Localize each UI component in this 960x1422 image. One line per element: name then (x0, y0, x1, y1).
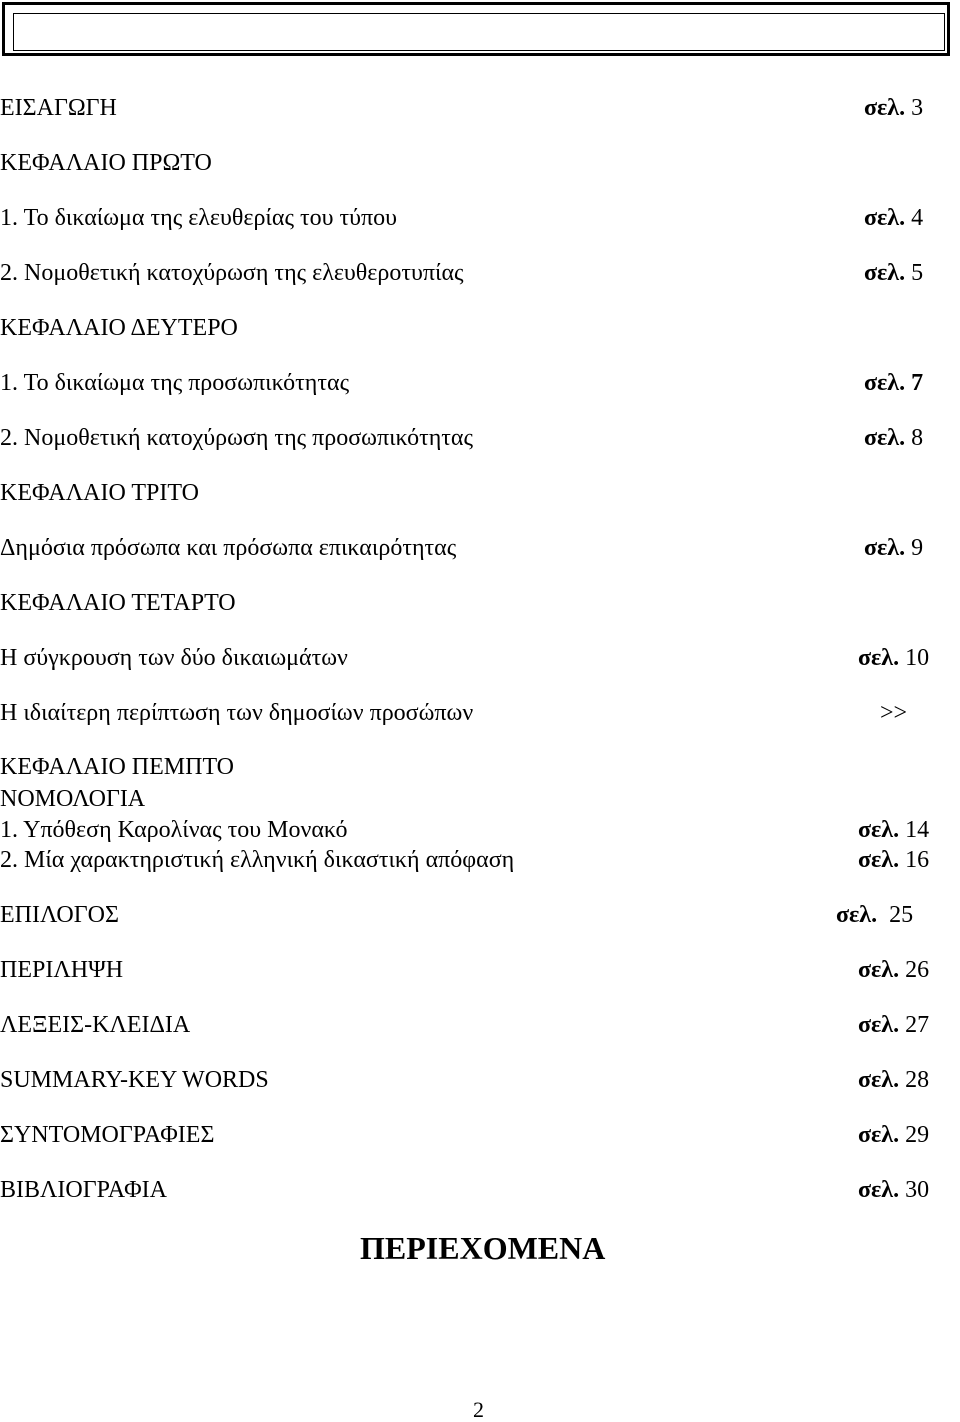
toc-chapter-3: ΚΕΦΑΛΑΙΟ ΤΡΙΤΟ (0, 480, 199, 506)
toc-page-ch5-1 (858, 816, 929, 844)
toc-page-ch3-1 (864, 534, 923, 562)
toc-entry-keywords-gr: ΛΕΞΕΙΣ-ΚΛΕΙΔΙΑ (0, 1012, 191, 1038)
toc-chapter-1: ΚΕΦΑΛΑΙΟ ΠΡΩΤΟ (0, 150, 212, 176)
toc-chapter-4: ΚΕΦΑΛΑΙΟ ΤΕΤΑΡΤΟ (0, 590, 236, 616)
page-prefix: σελ. (864, 260, 906, 286)
page-prefix: σελ. (858, 1122, 900, 1148)
page-num: 16 (905, 847, 930, 873)
toc-entry-ch1-1: 1. Το δικαίωμα της ελευθερίας του τύπου (0, 205, 398, 231)
toc-entry-ch4-2: Η ιδιαίτερη περίπτωση των δημοσίων προσώπων (0, 700, 474, 726)
page-prefix: σελ. (858, 1067, 900, 1093)
toc-entry-ch3-1: Δημόσια πρόσωπα και πρόσωπα επικαιρότητας (0, 535, 457, 561)
toc-page-bibliography (858, 1176, 929, 1204)
toc-page-keywords-gr (858, 1011, 929, 1039)
toc-page-epilogue (836, 901, 913, 929)
page-num: 29 (905, 1122, 930, 1148)
page-num: 8 (911, 425, 924, 451)
page-num: 14 (905, 817, 930, 843)
toc-chapter-5-sub: ΝΟΜΟΛΟΓΙΑ (0, 786, 146, 812)
page-prefix: σελ. (858, 1177, 900, 1203)
page-prefix: σελ. (858, 847, 900, 873)
page-prefix: σελ. (858, 645, 900, 671)
page-prefix: σελ. (864, 205, 906, 231)
toc-page-ch4-2: >> (880, 700, 908, 726)
toc-chapter-5: ΚΕΦΑΛΑΙΟ ΠΕΜΠΤΟ (0, 754, 234, 780)
toc-chapter-2: ΚΕΦΑΛΑΙΟ ΔΕΥΤΕΡΟ (0, 315, 238, 341)
toc-entry-ch5-2: 2. Μία χαρακτηριστική ελληνική δικαστική απόφαση (0, 847, 515, 873)
page-num: 28 (905, 1067, 930, 1093)
page-title: ΠΕΡΙΕΧΟΜΕΝΑ (360, 1230, 606, 1266)
toc-entry-ch5-1: 1. Υπόθεση Καρολίνας του Μονακό (0, 817, 348, 843)
page-prefix: σελ. (864, 535, 906, 561)
page-num: 4 (911, 205, 924, 231)
page-num: 7 (911, 370, 924, 396)
toc-page-summary-gr (858, 956, 929, 984)
toc-page-ch1-2 (864, 259, 923, 287)
page-num: 26 (905, 957, 930, 983)
toc-page-summary-en (858, 1066, 929, 1094)
toc-page-ch4-1 (858, 644, 929, 672)
toc-entry-epilogue: ΕΠΙΛΟΓΟΣ (0, 902, 119, 928)
header-frame (2, 2, 950, 56)
page-prefix: σελ. (864, 370, 906, 396)
toc-entry-ch4-1: Η σύγκρουση των δύο δικαιωμάτων (0, 645, 348, 671)
page-prefix: σελ. (864, 425, 906, 451)
page-number: 2 (473, 1397, 484, 1422)
toc-page-ch5-2 (858, 846, 929, 874)
toc-page-ch1-1 (864, 204, 923, 232)
toc-entry-ch2-1: 1. Το δικαίωμα της προσωπικότητας (0, 370, 350, 396)
page-num: 10 (905, 645, 930, 671)
toc-entry-summary-gr: ΠΕΡΙΛΗΨΗ (0, 957, 124, 983)
page-num: 27 (905, 1012, 930, 1038)
page-num: 30 (905, 1177, 930, 1203)
toc-entry-summary-en: SUMMARY-KEY WORDS (0, 1067, 269, 1093)
toc-entry-ch2-2: 2. Νομοθετική κατοχύρωση της προσωπικότητας (0, 425, 474, 451)
page-prefix: σελ. (858, 817, 900, 843)
toc-page-ch2-2 (864, 424, 923, 452)
toc-entry-bibliography: ΒΙΒΛΙΟΓΡΑΦΙΑ (0, 1177, 167, 1203)
page-prefix: σελ. (864, 95, 906, 121)
header-frame-inner (13, 13, 945, 51)
page-num: 3 (911, 95, 924, 121)
toc-page-abbreviations (858, 1121, 929, 1149)
page-prefix: σελ. (858, 957, 900, 983)
page-num: 5 (911, 260, 924, 286)
toc-entry-abbreviations: ΣΥΝΤΟΜΟΓΡΑΦΙΕΣ (0, 1122, 215, 1148)
page-num: 25 (889, 902, 914, 928)
toc-page-ch2-1 (864, 369, 923, 397)
toc-entry-ch1-2: 2. Νομοθετική κατοχύρωση της ελευθεροτυπίας (0, 260, 464, 286)
page-prefix: σελ. (858, 1012, 900, 1038)
toc-page-intro (864, 94, 923, 122)
page-prefix: σελ. (836, 902, 878, 928)
toc-entry-intro: ΕΙΣΑΓΩΓΗ (0, 95, 117, 121)
page-num: 9 (911, 535, 924, 561)
